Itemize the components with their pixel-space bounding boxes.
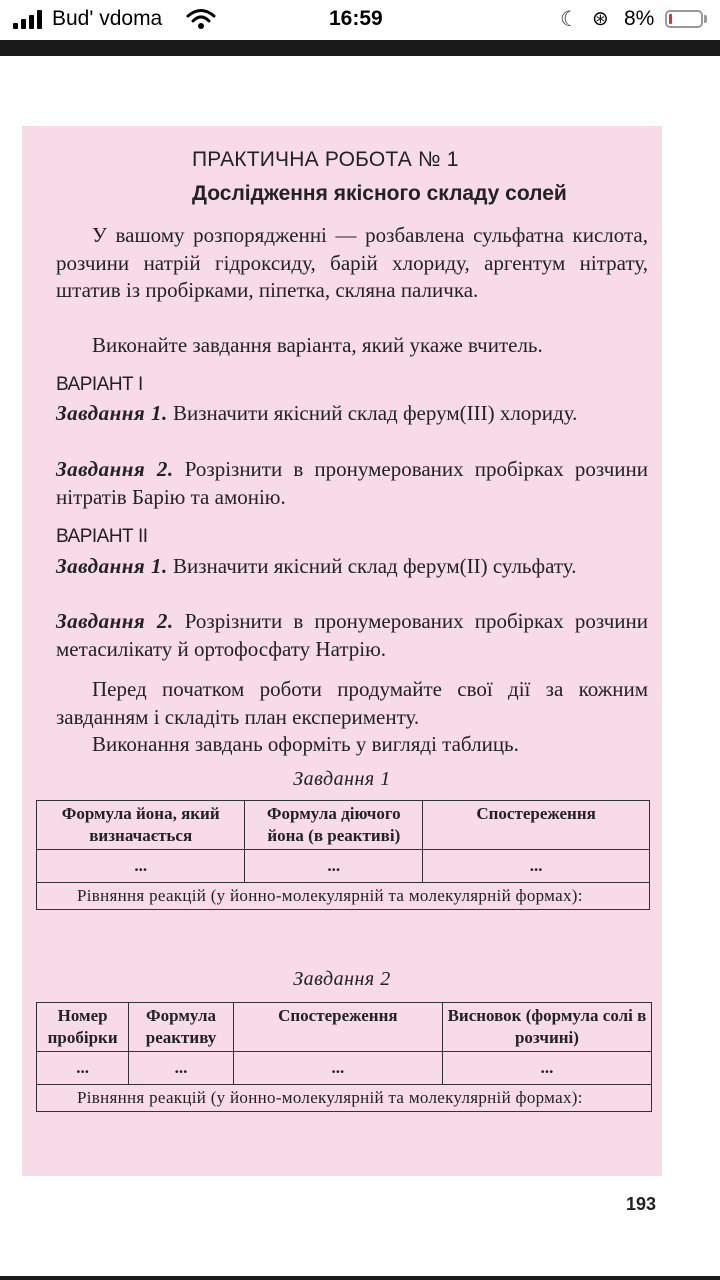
task-text: Визначити якісний склад ферум(ІІІ) хлориду.: [167, 401, 578, 425]
table1-header: Спостереження: [423, 801, 650, 850]
table2-caption: Завдання 2: [293, 968, 391, 990]
carrier-name: Bud' vdoma: [52, 7, 163, 30]
variant1-task2: [56, 456, 648, 511]
table1-caption: Завдання 1: [293, 768, 391, 790]
signal-strength-icon: [13, 10, 47, 29]
task-text: Визначити якісний склад ферум(ІІ) сульфату.: [167, 554, 577, 578]
wifi-icon: [186, 8, 216, 36]
clock: 16:59: [329, 7, 383, 30]
table2-header: Спостереження: [233, 1003, 442, 1052]
textbook-page: [22, 126, 662, 1176]
table-cell: ...: [37, 850, 245, 883]
bottom-divider: [0, 1276, 720, 1280]
task-label: Завдання 1.: [56, 554, 168, 578]
top-divider: [0, 40, 720, 56]
table-cell: ...: [129, 1052, 234, 1085]
variant1-heading: ВАРІАНТ І: [56, 374, 143, 395]
table1-header: Формула йона, який визначається: [37, 801, 245, 850]
status-bar: [0, 0, 720, 40]
page-title: ПРАКТИЧНА РОБОТА № 1: [192, 148, 459, 171]
table-cell: ...: [233, 1052, 442, 1085]
task-label: Завдання 1.: [56, 401, 168, 425]
page-subtitle: Дослідження якісного складу солей: [192, 182, 567, 205]
table1: [36, 800, 650, 910]
battery-icon: [665, 10, 703, 28]
table1-equation: Рівняння реакцій (у йонно-молекулярній та молекулярній формах):: [37, 883, 650, 910]
task-text: Розрізнити в пронумерованих пробірках розчини метасилікату й ортофосфату Натрію.: [56, 609, 648, 661]
battery-percent: 8%: [624, 7, 655, 30]
variant2-task1: [56, 553, 648, 581]
table1-header: Формула діючого йона (в реактиві): [245, 801, 423, 850]
variant2-task2: [56, 608, 648, 663]
plan-paragraph: Перед початком роботи продумайте свої дії за кожним завданням і складіть план експерименту.: [56, 677, 648, 729]
table2: [36, 1002, 652, 1112]
intro-paragraph: У вашому розпорядженні — розбавлена сульфатна кислота, розчини натрій гідроксиду, барій хлориду, аргентум нітрату, штатив із пробірками, піпетка, скляна паличка.: [56, 223, 648, 302]
rotation-lock-icon: ⊛: [592, 8, 609, 30]
variant2-heading: ВАРІАНТ ІІ: [56, 526, 148, 547]
table-cell: ...: [423, 850, 650, 883]
table-cell: ...: [37, 1052, 129, 1085]
instruction-paragraph: Виконайте завдання варіанта, який укаже вчитель.: [92, 333, 543, 357]
page-number: 193: [626, 1194, 657, 1214]
table2-equation: Рівняння реакцій (у йонно-молекулярній та молекулярній формах):: [37, 1085, 652, 1112]
tables-note: Виконання завдань оформіть у вигляді таблиць.: [92, 732, 519, 756]
moon-icon: ☾: [560, 8, 579, 31]
table-row: [37, 850, 650, 883]
battery-tip: [704, 15, 707, 23]
task-label: Завдання 2.: [56, 609, 174, 633]
table-cell: ...: [245, 850, 423, 883]
table-row: [37, 1052, 652, 1085]
variant1-task1: [56, 400, 648, 428]
task-label: Завдання 2.: [56, 457, 174, 481]
table2-header: Висновок (формула солі в розчині): [442, 1003, 651, 1052]
table-cell: ...: [442, 1052, 651, 1085]
table2-header: Формула реактиву: [129, 1003, 234, 1052]
task-text: Розрізнити в пронумерованих пробірках розчини нітратів Барію та амонію.: [56, 457, 648, 509]
table2-header: Номер пробірки: [37, 1003, 129, 1052]
